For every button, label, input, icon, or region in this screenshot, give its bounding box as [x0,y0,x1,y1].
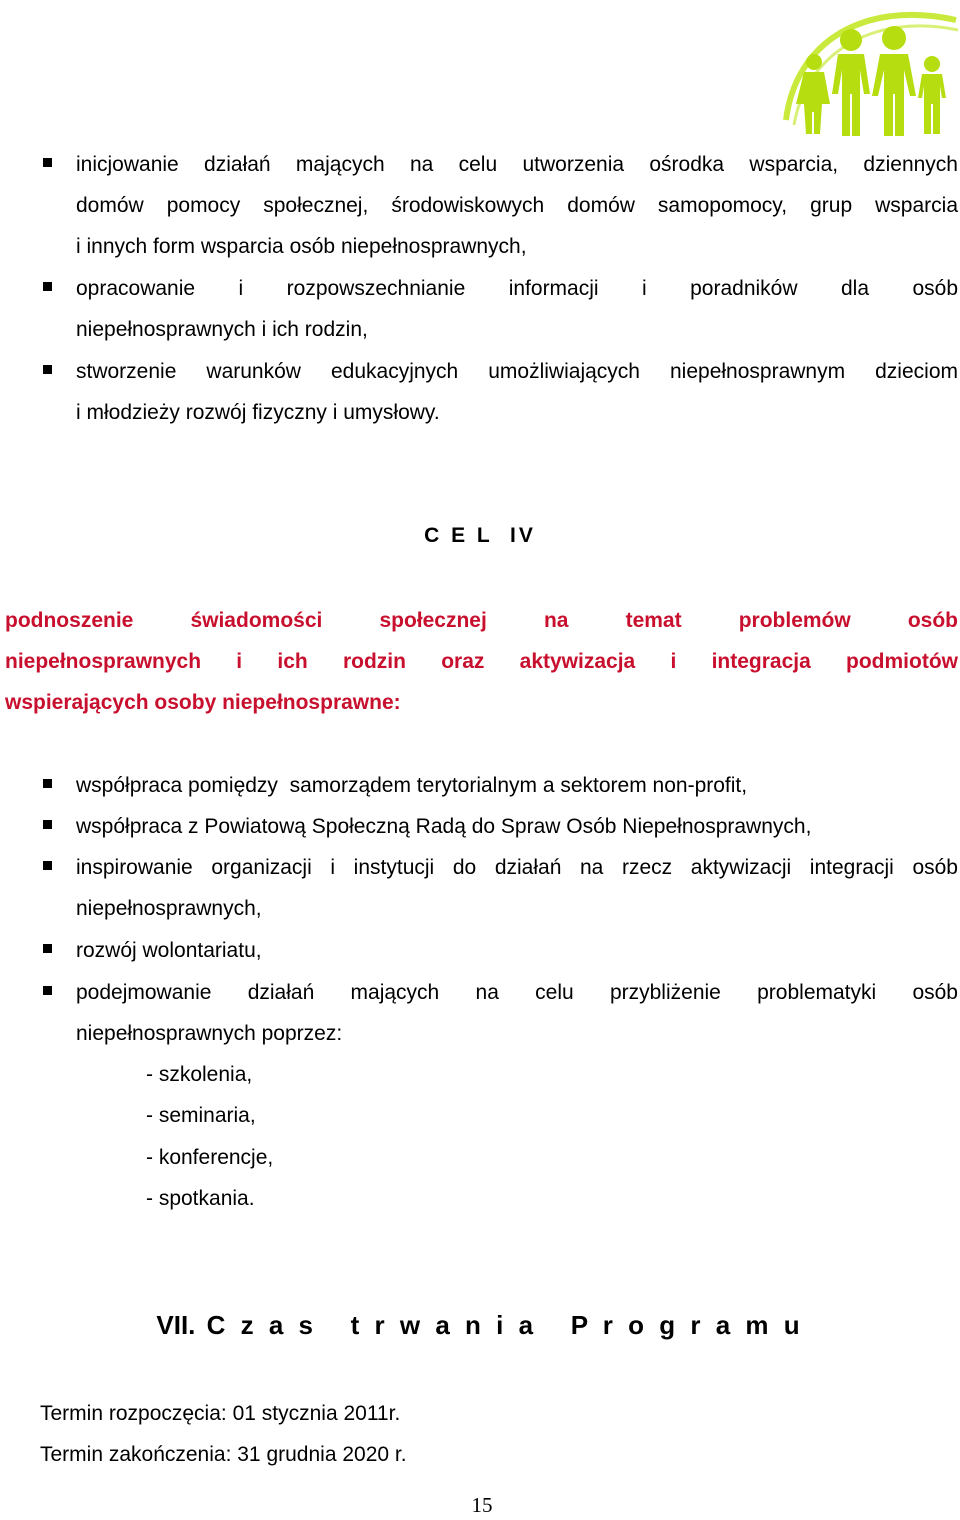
section-title [0,1308,960,1342]
text-line: niepełnosprawnych poprzez: [76,1022,343,1045]
bullet-item [76,930,958,971]
text-line: inspirowanie organizacji i instytucji do działań na rzecz aktywizacji integracji osób [76,856,958,879]
section-title-text: C z a s t r w a n i a P r o g r a m u [206,1310,804,1340]
bullet-item [76,765,958,806]
page-number: 15 [471,1493,493,1517]
dash-item: - konferencje, [146,1146,274,1169]
section-number: VII. [156,1310,196,1340]
text-line: niepełnosprawnych i ich rodzin, [76,318,368,341]
text-line: i młodzieży rozwój fizyczny i umysłowy. [76,401,440,424]
start-date: Termin rozpoczęcia: 01 stycznia 2011r. [40,1402,401,1425]
square-bullet-icon [43,282,52,291]
square-bullet-icon [43,158,52,167]
square-bullet-icon [43,861,52,870]
dash-item: - spotkania. [146,1187,255,1210]
text-line: podejmowanie działań mających na celu przybliżenie problematyki osób [76,981,958,1004]
square-bullet-icon [43,820,52,829]
end-date: Termin zakończenia: 31 grudnia 2020 r. [40,1443,407,1466]
square-bullet-icon [43,986,52,995]
bullet-item [76,847,958,929]
square-bullet-icon [43,365,52,374]
family-logo-icon [776,0,960,140]
bullet-item [76,144,958,267]
bullet-item [76,351,958,433]
text-line: domów pomocy społecznej, środowiskowych domów samopomocy, grup wsparcia [76,194,958,217]
text-line: i innych form wsparcia osób niepełnosprawnych, [76,235,527,258]
text-line: podnoszenie świadomości społecznej na temat problemów osób [5,609,958,632]
text-line: współpraca pomiędzy samorządem terytorialnym a sektorem non-profit, [76,774,748,797]
bullet-item [76,972,958,1054]
text-line: wspierających osoby niepełnosprawne: [5,691,401,714]
text-line: opracowanie i rozpowszechnianie informacji i poradników dla osób [76,277,958,300]
bullet-item [76,806,958,847]
dash-item: - szkolenia, [146,1063,253,1086]
text-line: stworzenie warunków edukacyjnych umożliwiających niepełnosprawnym dzieciom [76,360,958,383]
goal-title: C E L IV [424,524,536,547]
bullet-item [76,268,958,350]
square-bullet-icon [43,779,52,788]
square-bullet-icon [43,944,52,953]
text-line: niepełnosprawnych, [76,897,262,920]
text-line: inicjowanie działań mających na celu utworzenia ośrodka wsparcia, dziennych [76,153,958,176]
text-line: rozwój wolontariatu, [76,939,262,962]
goal-description [5,600,958,723]
text-line: współpraca z Powiatową Społeczną Radą do Spraw Osób Niepełnosprawnych, [76,815,812,838]
dash-item: - seminaria, [146,1104,256,1127]
text-line: niepełnosprawnych i ich rodzin oraz aktywizacja i integracja podmiotów [5,650,958,673]
